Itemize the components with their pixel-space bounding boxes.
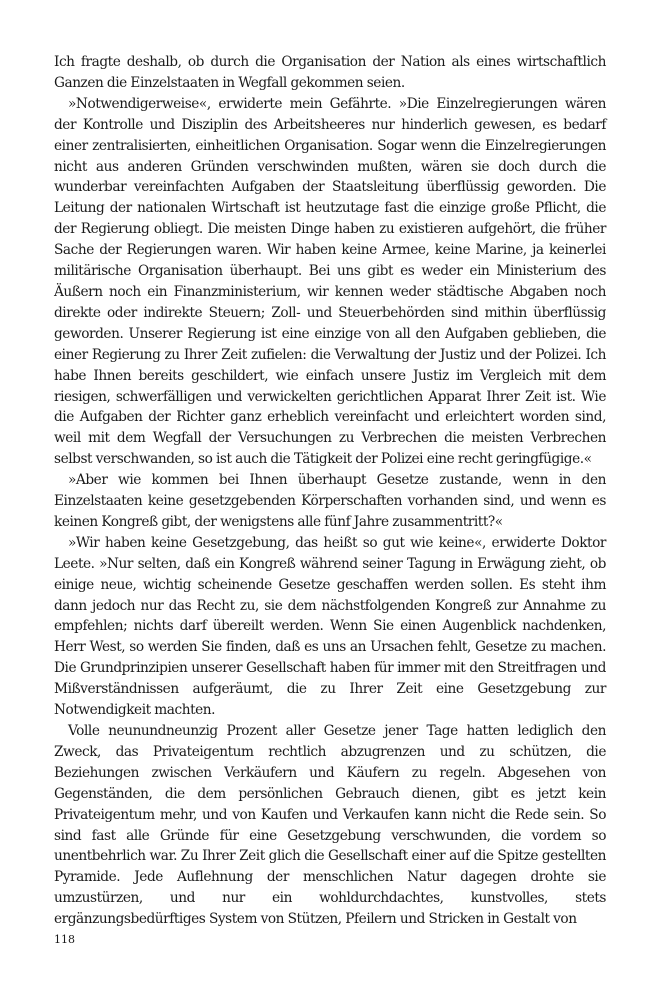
paragraph-4: »Wir haben keine Gesetzgebung, das heißt so gut wie keine«, erwiderte Doktor Leete. »Nur selten, daß ein Kongreß während seiner Tagung in Erwägung zieht, ob einige neue, wichtig scheinende Gesetze geschaffen werden sollen. Es steht ihm dann jedoch nur das Recht zu, sie dem nächstfolgenden Kongreß zur Annahme zu empfehlen; nichts darf übereilt werden. Wenn Sie einen Augenblick nachdenken, Herr West, so werden Sie finden, daß es uns an Ursachen fehlt, Gesetze zu machen. Die Grundprinzipien unserer Gesellschaft haben für immer mit den Streitfragen und Mißverständnissen aufgeräumt, die zu Ihrer Zeit eine Gesetzgebung zur Notwendigkeit machten. bbox=[54, 534, 606, 719]
paragraph-1: Ich fragte deshalb, ob durch die Organisation der Nation als eines wirtschaftlich Ganzen die Einzelstaaten in Wegfall gekommen seien. bbox=[54, 54, 606, 91]
paragraph-3: »Aber wie kommen bei Ihnen überhaupt Gesetze zustande, wenn in den Einzelstaaten keine gesetzgebenden Körperschaften vorhanden sind, und wenn es keinen Kongreß gibt, der wenigstens alle fünf Jahre zusammentritt?« bbox=[54, 472, 606, 530]
page-number: 118 bbox=[54, 933, 75, 946]
paragraph-2: »Notwendigerweise«, erwiderte mein Gefährte. »Die Einzelregierungen wären der Kontrolle und Disziplin des Arbeitsheeres nur hinderlich gewesen, es bedarf einer zentralisierten, einheitlichen Organisation. Sogar wenn die Einzelregierungen nicht aus anderen Gründen verschwinden mußten, wären sie doch durch die wunderbar vereinfachten Aufgaben der Staatsleitung überflüssig geworden. Die Leitung der nationalen Wirtschaft ist heutzutage fast die einzige große Pflicht, die der Regierung obliegt. Die meisten Dinge haben zu existieren aufgehört, die früher Sache der Regierungen waren. Wir haben keine Armee, keine Marine, ja keinerlei militärische Organisation überhaupt. Bei uns gibt es weder ein Ministerium des Äußern noch ein Finanzministerium, wir kennen weder städtische Abgaben noch direkte oder indirekte Steuern; Zoll- und Steuerbehörden sind mithin überflüssig geworden. Unserer Regierung ist eine einzige von all den Aufgaben geblieben, die einer Regierung zu Ihrer Zeit zufielen: die Verwaltung der Justiz und der Polizei. Ich habe Ihnen bereits geschildert, wie einfach unsere Justiz im Vergleich mit dem riesigen, schwerfälligen und verwickelten gerichtlichen Apparat Ihrer Zeit ist. Wie die Aufgaben der Richter ganz erheblich vereinfacht und erleichtert worden sind, weil mit dem Wegfall der Versuchungen zu Verbrechen die meisten Verbrechen selbst verschwanden, so ist auch die Tätigkeit der Polizei eine recht geringfügige.« bbox=[54, 95, 606, 468]
body-text bbox=[54, 52, 606, 930]
paragraph-5: Volle neunundneunzig Prozent aller Gesetze jener Tage hatten lediglich den Zweck, das Privateigentum rechtlich abzugrenzen und zu schützen, die Beziehungen zwischen Verkäufern und Käufern zu regeln. Abgesehen von Gegenständen, die dem persönlichen Gebrauch dienen, gibt es jetzt kein Privateigentum mehr, und von Kaufen und Verkaufen kann nicht die Rede sein. So sind fast alle Gründe für eine Gesetzgebung verschwunden, die vordem so unentbehrlich war. Zu Ihrer Zeit glich die Gesellschaft einer auf die Spitze gestellten Pyramide. Jede Auflehnung der menschlichen Natur dagegen drohte sie umzustürzen, und nur ein wohldurchdachtes, kunstvolles, stets ergänzungsbedürftiges System von Stützen, Pfeilern und Stricken in Gestalt von bbox=[54, 723, 606, 928]
